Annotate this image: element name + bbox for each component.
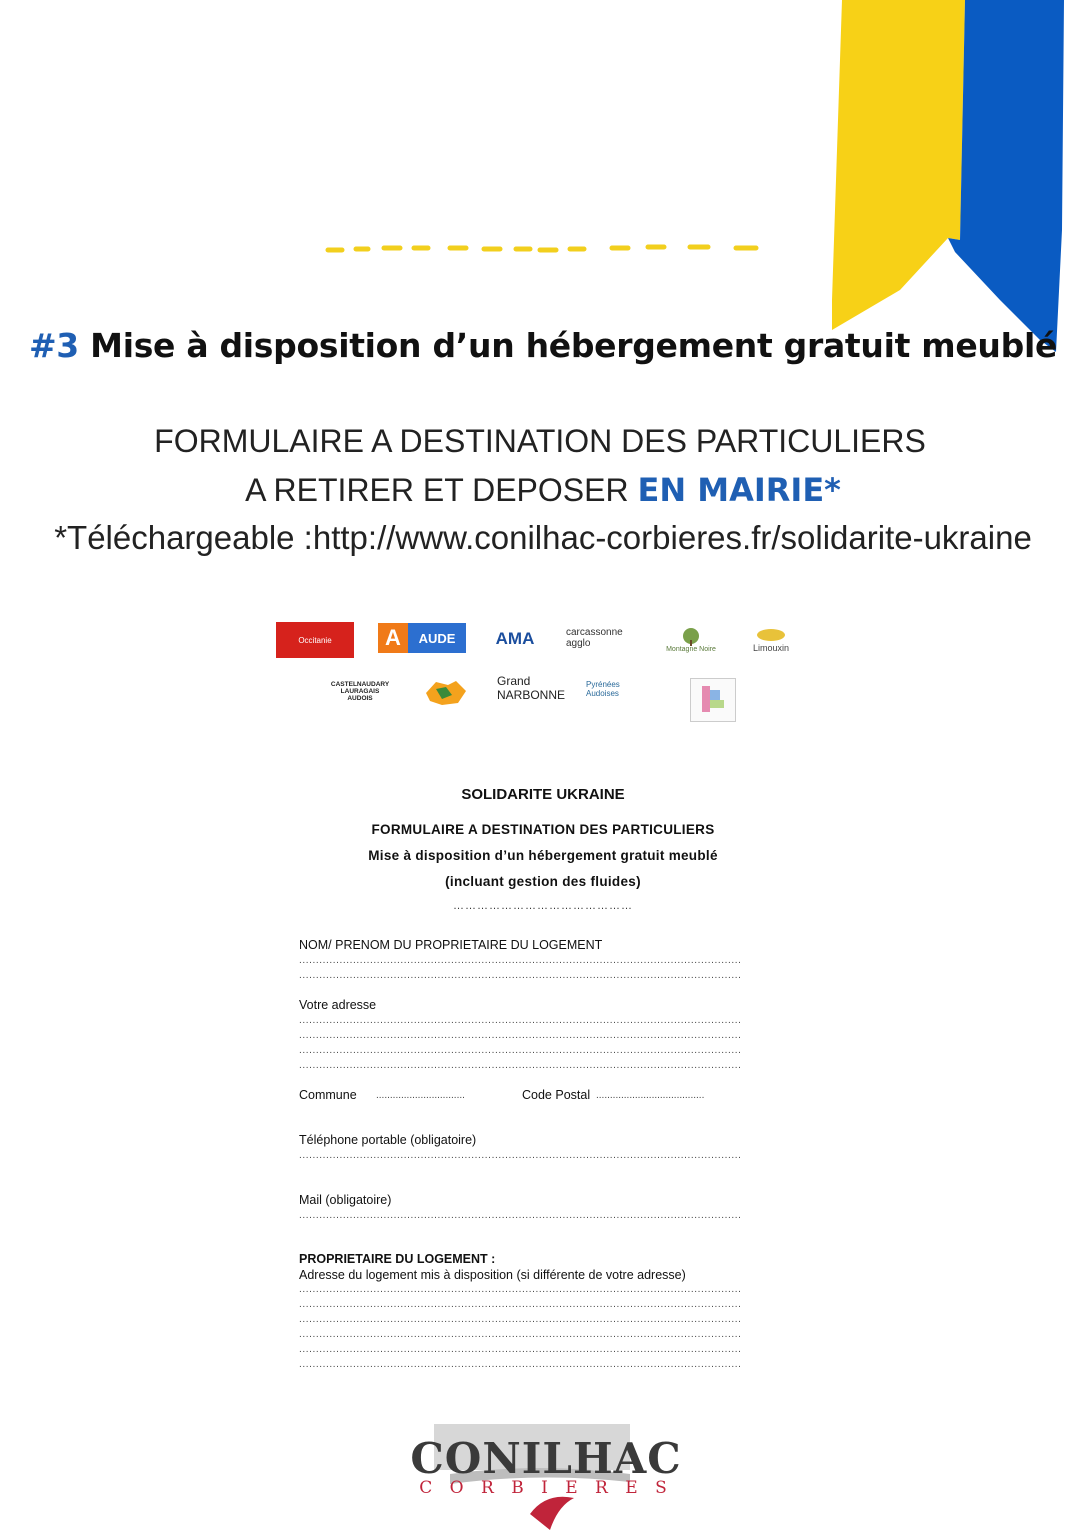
pyrenees-audoises-logo bbox=[586, 678, 654, 700]
owner-field-line[interactable]: ................................................................................................................................... bbox=[299, 970, 742, 981]
limoux-logo bbox=[744, 622, 798, 658]
aude-logo bbox=[378, 623, 466, 653]
property-address-line[interactable]: ................................................................................................................................... bbox=[299, 1299, 742, 1310]
property-address-line[interactable]: ................................................................................................................................... bbox=[299, 1344, 742, 1355]
grand-narbonne-logo bbox=[497, 674, 566, 702]
ama-logo-text: AMA bbox=[495, 629, 535, 648]
download-link[interactable]: *Téléchargeable :http://www.conilhac-corbieres.fr/solidarite-ukraine bbox=[54, 519, 1032, 556]
region-map-icon bbox=[422, 679, 470, 707]
subtitle-line2-emph: EN MAIRIE* bbox=[637, 471, 841, 509]
ribbon-yellow bbox=[832, 0, 965, 330]
montagne-noire-logo bbox=[664, 624, 718, 656]
aude-logo-text: AUDE bbox=[408, 623, 466, 653]
address-label: Votre adresse bbox=[299, 998, 377, 1012]
dashed-line bbox=[328, 247, 756, 250]
postal-code-label: Code Postal bbox=[522, 1088, 591, 1102]
cabardes-logo bbox=[420, 678, 472, 708]
occitanie-logo-text: Occitanie bbox=[298, 635, 332, 645]
address-field-line[interactable]: ................................................................................................................................... bbox=[299, 1015, 742, 1026]
montagne-logo-text: Montagne Noire bbox=[666, 645, 716, 653]
form-subtitle-1: FORMULAIRE A DESTINATION DES PARTICULIERS bbox=[371, 822, 715, 837]
conilhac-corbieres-logo bbox=[390, 1422, 702, 1532]
address-field-line[interactable]: ................................................................................................................................... bbox=[299, 1030, 742, 1041]
property-address-label: Adresse du logement mis à disposition (si différente de votre adresse) bbox=[299, 1268, 686, 1282]
limoux-logo-text: Limouxin bbox=[752, 643, 790, 653]
property-address-line[interactable]: ................................................................................................................................... bbox=[299, 1284, 742, 1295]
property-address-line[interactable]: ................................................................................................................................... bbox=[299, 1314, 742, 1325]
pyrenees-logo-text: Pyrénées Audoises bbox=[586, 680, 620, 698]
phone-field-line[interactable]: ................................................................................................................................... bbox=[299, 1150, 742, 1161]
property-address-line[interactable]: ................................................................................................................................... bbox=[299, 1329, 742, 1340]
address-field-line[interactable]: ................................................................................................................................... bbox=[299, 1045, 742, 1056]
colored-blocks-icon bbox=[698, 684, 728, 716]
form-separator: ……………………………………… bbox=[453, 900, 633, 912]
castelnaudary-logo bbox=[332, 680, 388, 702]
brand-subtitle: C O R B I E R E S bbox=[419, 1478, 673, 1498]
mail-field-line[interactable]: ................................................................................................................................... bbox=[299, 1210, 742, 1221]
ukraine-ribbon bbox=[0, 0, 1086, 380]
form-subtitle-2: Mise à disposition d’un hébergement gratuit meublé bbox=[368, 848, 718, 863]
occitanie-logo bbox=[276, 622, 354, 658]
page-title bbox=[0, 326, 1086, 365]
address-field-line[interactable]: ................................................................................................................................... bbox=[299, 1060, 742, 1071]
carcassonne-logo bbox=[566, 624, 638, 652]
subtitle-line2 bbox=[0, 471, 1086, 509]
community-logo bbox=[690, 678, 736, 722]
owner-field-line[interactable]: ................................................................................................................................... bbox=[299, 955, 742, 966]
sun-icon bbox=[754, 627, 788, 643]
grand-narbonne-logo-text: Grand NARBONNE bbox=[497, 674, 566, 702]
ribbon-blue bbox=[948, 0, 1064, 352]
property-owner-label: PROPRIETAIRE DU LOGEMENT : bbox=[299, 1252, 496, 1266]
title-number: #3 bbox=[28, 326, 79, 365]
postal-code-field[interactable]: ....................................... bbox=[596, 1090, 705, 1101]
phone-label: Téléphone portable (obligatoire) bbox=[299, 1133, 477, 1147]
ama-logo bbox=[488, 626, 542, 652]
mail-label: Mail (obligatoire) bbox=[299, 1193, 392, 1207]
property-address-line[interactable]: ................................................................................................................................... bbox=[299, 1359, 742, 1370]
castelnaudary-logo-text: CASTELNAUDARY LAURAGAIS AUDOIS bbox=[330, 680, 390, 702]
owner-label: NOM/ PRENOM DU PROPRIETAIRE DU LOGEMENT bbox=[299, 938, 603, 952]
subtitle-line1: FORMULAIRE A DESTINATION DES PARTICULIERS bbox=[154, 423, 926, 459]
commune-label: Commune bbox=[299, 1088, 357, 1102]
form-title: SOLIDARITE UKRAINE bbox=[461, 786, 625, 803]
title-text: Mise à disposition d’un hébergement gratuit meublé bbox=[78, 326, 1058, 365]
carcassonne-logo-text: carcassonne agglo bbox=[566, 627, 623, 649]
tree-icon bbox=[678, 628, 704, 646]
brand-name: CONILHAC bbox=[410, 1434, 682, 1483]
aude-logo-letter: A bbox=[378, 623, 408, 653]
subtitle-line2-plain: A RETIRER ET DEPOSER bbox=[245, 472, 638, 508]
form-subtitle-3: (incluant gestion des fluides) bbox=[445, 874, 641, 889]
commune-field[interactable]: ................................ bbox=[376, 1090, 465, 1101]
